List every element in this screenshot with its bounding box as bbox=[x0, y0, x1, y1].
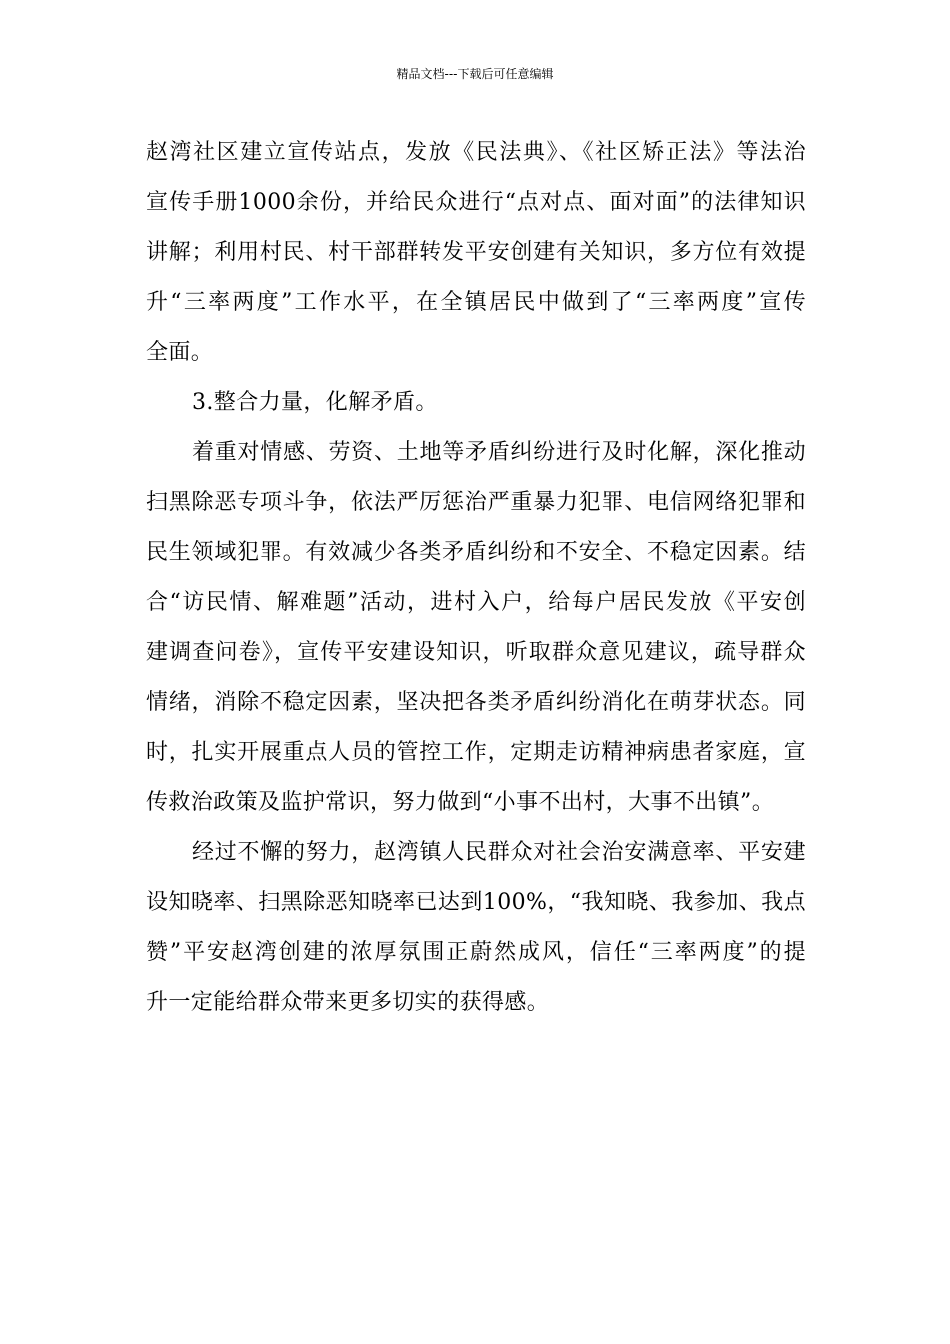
text-line: 合“访民情、解难题”活动，进村入户，给每户居民发放《平安创 bbox=[146, 590, 806, 615]
text-line: 时，扎实开展重点人员的管控工作，定期走访精神病患者家庭，宣 bbox=[146, 740, 806, 765]
text-line: 扫黑除恶专项斗争，依法严厉惩治严重暴力犯罪、电信网络犯罪和 bbox=[146, 490, 806, 515]
page-header: 精品文档---下载后可任意编辑 bbox=[396, 67, 554, 81]
section-heading: 3.整合力量，化解矛盾。 bbox=[192, 390, 438, 415]
text-line: 建调查问卷》，宣传平安建设知识，听取群众意见建议，疏导群众 bbox=[146, 640, 806, 665]
text-line: 设知晓率、扫黑除恶知晓率已达到100%，“我知晓、我参加、我点 bbox=[146, 890, 806, 915]
text-line: 传救治政策及监护常识，努力做到“小事不出村，大事不出镇”。 bbox=[146, 790, 775, 815]
text-line: 升“三率两度”工作水平，在全镇居民中做到了“三率两度”宣传 bbox=[146, 290, 806, 315]
document-body bbox=[146, 128, 806, 1028]
text-line: 经过不懈的努力，赵湾镇人民群众对社会治安满意率、平安建 bbox=[192, 840, 806, 865]
text-line: 赞”平安赵湾创建的浓厚氛围正蔚然成风，信任“三率两度”的提 bbox=[146, 940, 806, 965]
text-line: 全面。 bbox=[146, 340, 214, 365]
text-line: 民生领域犯罪。有效减少各类矛盾纠纷和不安全、不稳定因素。结 bbox=[146, 540, 806, 565]
text-line: 宣传手册1000余份，并给民众进行“点对点、面对面”的法律知识 bbox=[146, 190, 806, 215]
text-line: 赵湾社区建立宣传站点，发放《民法典》、《社区矫正法》等法治 bbox=[146, 140, 806, 165]
text-line: 着重对情感、劳资、土地等矛盾纠纷进行及时化解，深化推动 bbox=[192, 440, 806, 465]
text-line: 讲解；利用村民、村干部群转发平安创建有关知识，多方位有效提 bbox=[146, 240, 806, 265]
text-line: 升一定能给群众带来更多切实的获得感。 bbox=[146, 990, 550, 1015]
text-line: 情绪，消除不稳定因素，坚决把各类矛盾纠纷消化在萌芽状态。同 bbox=[146, 690, 806, 715]
